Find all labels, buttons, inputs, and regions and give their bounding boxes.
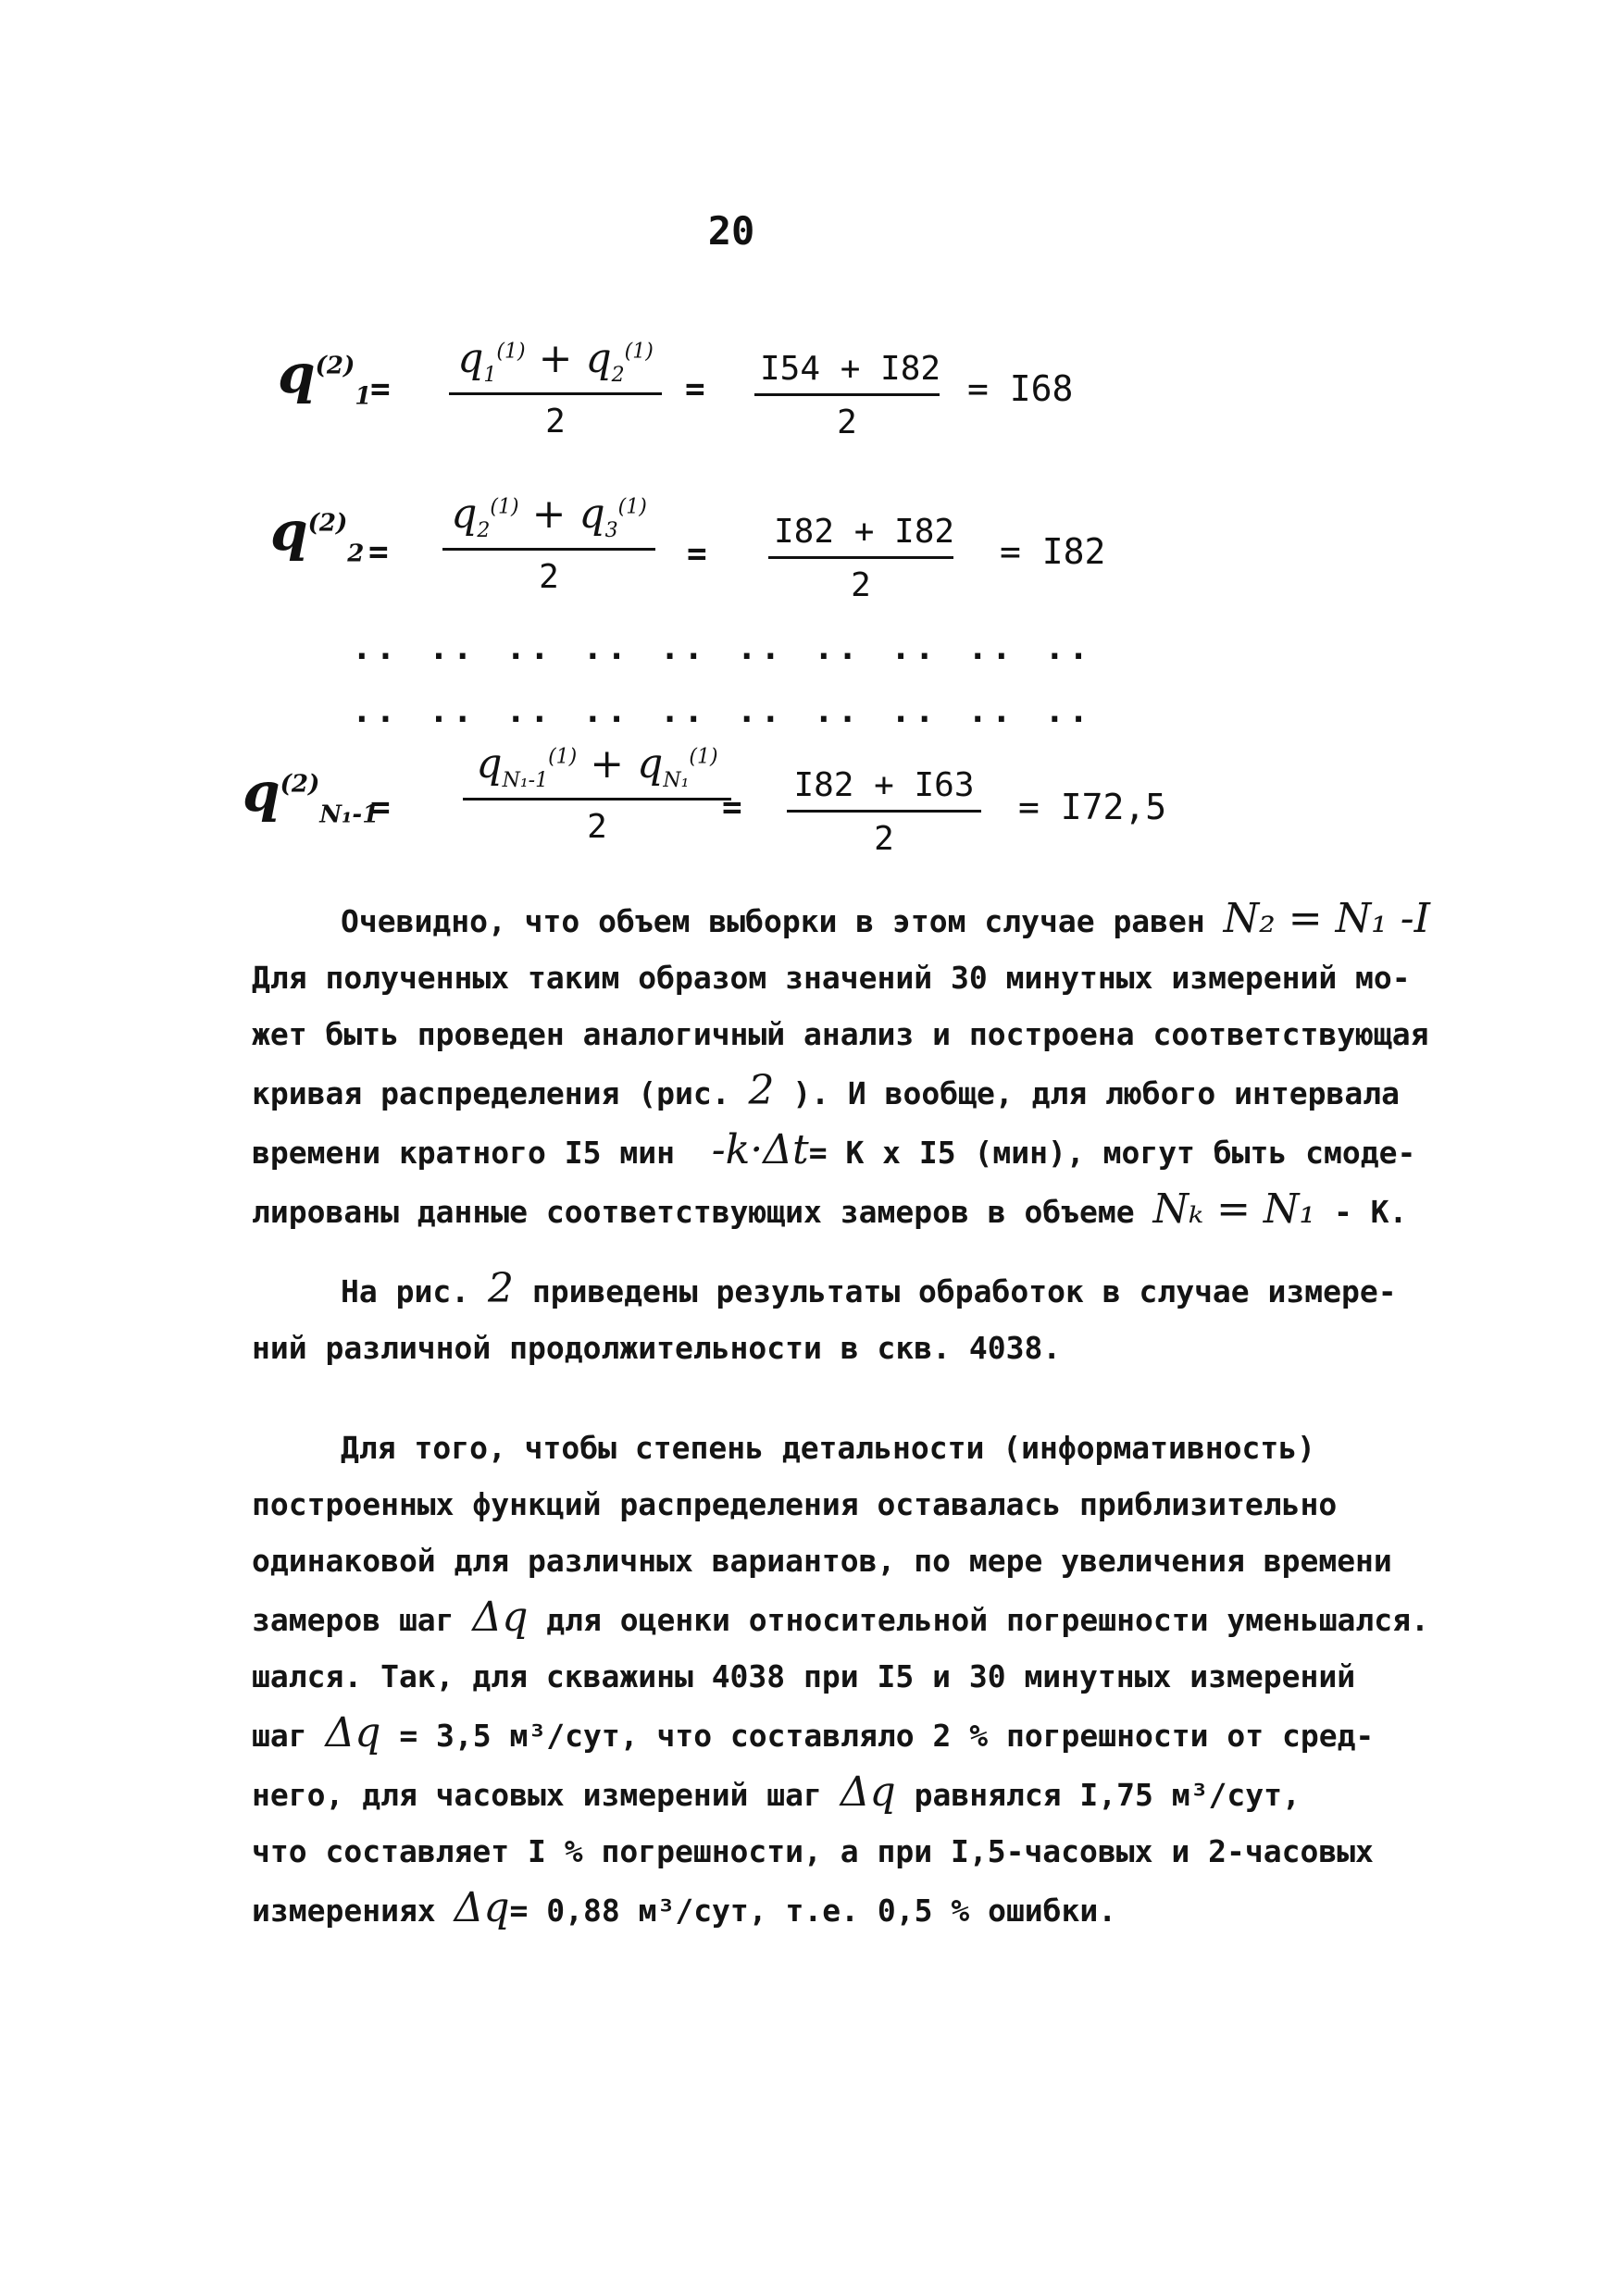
- formula-fraction: $q_{N_1-1}^{(1)} + q_{N_1}^{(1)}$ 2: [463, 740, 731, 846]
- text-line: одинаковой для различных вариантов, по мере увеличения времени: [252, 1543, 1392, 1579]
- text-line: построенных функций распределения оставалась приблизительно: [252, 1486, 1338, 1522]
- text-line: ний различной продолжительности в скв. 4038.: [252, 1330, 1062, 1366]
- formula-q1: [0, 324, 1619, 463]
- ellipsis-row: .. .. .. .. .. .. .. .. .. ..: [352, 692, 1092, 730]
- equals-sign: =: [370, 370, 391, 408]
- formula-inline: Δq: [325, 1709, 381, 1756]
- text-line: Для того, чтобы степень детальности (информативность): [341, 1430, 1315, 1466]
- formula-fraction: $q_1^{(1)} + q_2^{(1)}$ 2: [449, 335, 662, 441]
- text-line: измерениях Δq= 0,88 м³/сут, т.е. 0,5 % ошибки.: [252, 1884, 1117, 1931]
- formula-inline: Δq: [454, 1884, 510, 1931]
- text-line: шался. Так, для скважины 4038 при I5 и 30 минутных измерений: [252, 1658, 1356, 1694]
- paragraph-sample-size: [252, 890, 1474, 1240]
- figure-ref: 2: [487, 1265, 514, 1312]
- formula-fraction-numeric: $\frac{I82 + I63}{2}$: [787, 766, 981, 858]
- formula-lhs: $q^{(2)}_2$: [270, 500, 365, 568]
- equals-sign: =: [368, 533, 389, 571]
- ellipsis-row: .. .. .. .. .. .. .. .. .. ..: [352, 629, 1092, 667]
- formula-inline: Δq: [840, 1769, 896, 1816]
- equals-sign: =: [722, 788, 742, 826]
- formula-fraction-numeric: $\frac{I54 + I82}{2}$: [754, 350, 940, 441]
- formula-inline: N₂ = N₁ -I: [1223, 895, 1431, 942]
- formula-inline: -k·Δt: [711, 1126, 809, 1173]
- figure-ref: 2: [748, 1067, 775, 1114]
- formula-result: = I68: [967, 368, 1074, 409]
- formula-inline: Δq: [472, 1594, 529, 1641]
- text-line: жет быть проведен аналогичный анализ и построена соответствующая: [252, 1016, 1429, 1052]
- formula-lhs: $q^{(2)}_1$: [278, 342, 372, 411]
- formula-inline: Nₖ = N₁: [1152, 1185, 1316, 1233]
- text-line: него, для часовых измерений шаг Δq равнялся I,75 м³/сут,: [252, 1769, 1301, 1816]
- text-line: что составляет I % погрешности, а при I,5-часовых и 2-часовых: [252, 1833, 1374, 1869]
- equals-sign: =: [687, 535, 707, 573]
- formula-lhs: $q^{(2)}_{N_1-1}$: [243, 761, 380, 829]
- formula-q2: [0, 479, 1619, 618]
- formula-q-n1-minus-1: [0, 731, 1619, 870]
- text-line: замеров шаг Δq для оценки относительной погрешности уменьшался.: [252, 1594, 1429, 1641]
- text-line: кривая распределения (рис. 2 ). И вообще, для любого интервала: [252, 1067, 1400, 1114]
- equals-sign: =: [685, 370, 705, 408]
- equals-sign: =: [370, 788, 391, 826]
- text-line: Для полученных таким образом значений 30 минутных измерений мо-: [252, 960, 1411, 996]
- text-line: шаг Δq = 3,5 м³/сут, что составляло 2 % погрешности от сред-: [252, 1709, 1375, 1756]
- formula-result: = I82: [1000, 531, 1106, 572]
- formula-result: = I72,5: [1018, 787, 1167, 827]
- paragraph-detail-step: [252, 1420, 1474, 1939]
- page-number: 20: [707, 208, 755, 254]
- paragraph-figure-results: [252, 1260, 1474, 1376]
- text-line: Очевидно, что объем выборки в этом случае равен N₂ = N₁ -I: [341, 895, 1431, 942]
- formula-fraction-numeric: $\frac{I82 + I82}{2}$: [768, 513, 953, 604]
- formula-fraction: $q_2^{(1)} + q_3^{(1)}$ 2: [442, 490, 655, 596]
- text-line: На рис. 2 приведены результаты обработок в случае измере-: [341, 1265, 1397, 1312]
- text-line: времени кратного I5 мин -k·Δt= K x I5 (мин), могут быть смоде-: [252, 1126, 1416, 1173]
- text-line: лированы данные соответствующих замеров в объеме Nₖ = N₁ - K.: [252, 1185, 1408, 1233]
